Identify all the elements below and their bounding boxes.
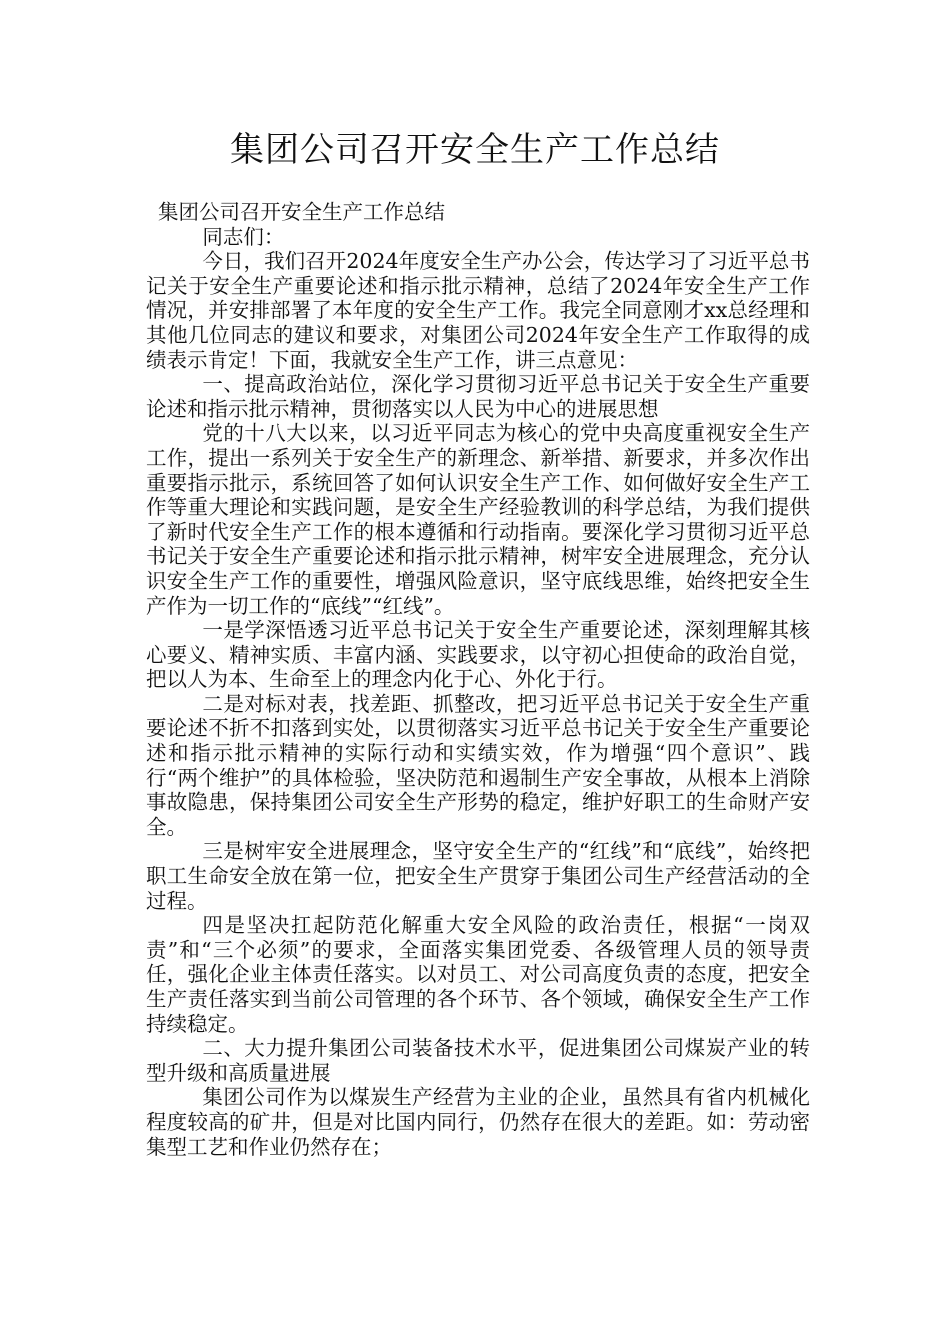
- paragraph: 三是树牢安全进展理念，坚守安全生产的“红线”和“底线”，始终把职工生命安全放在第一位，把安全生产贯穿于集团公司生产经营活动的全过程。: [146, 839, 810, 913]
- section-heading-1: 一、提高政治站位，深化学习贯彻习近平总书记关于安全生产重要论述和指示批示精神，贯彻落实以人民为中心的进展思想: [146, 372, 810, 421]
- paragraph: 二是对标对表，找差距、抓整改，把习近平总书记关于安全生产重要论述不折不扣落到实处，以贯彻落实习近平总书记关于安全生产重要论述和指示批示精神的实际行动和实绩实效，作为增强“四个意识”、践行“两个维护”的具体检验，坚决防范和遏制生产安全事故，从根本上消除事故隐患，保持集团公司安全生产形势的稳定，维护好职工的生命财产安全。: [146, 691, 810, 839]
- paragraph: 党的十八大以来，以习近平同志为核心的党中央高度重视安全生产工作，提出一系列关于安全生产的新理念、新举措、新要求，并多次作出重要指示批示，系统回答了如何认识安全生产工作、如何做好安全生产工作等重大理论和实践问题，是安全生产经验教训的科学总结，为我们提供了新时代安全生产工作的根本遵循和行动指南。要深化学习贯彻习近平总书记关于安全生产重要论述和指示批示精神，树牢安全进展理念，充分认识安全生产工作的重要性，增强风险意识，坚守底线思维，始终把安全生产作为一切工作的“底线”“红线”。: [146, 421, 810, 618]
- paragraph: 一是学深悟透习近平总书记关于安全生产重要论述，深刻理解其核心要义、精神实质、丰富内涵、实践要求，以守初心担使命的政治自觉，把以人为本、生命至上的理念内化于心、外化于行。: [146, 618, 810, 692]
- section-heading-2: 二、大力提升集团公司装备技术水平，促进集团公司煤炭产业的转型升级和高质量进展: [146, 1036, 810, 1085]
- paragraph: 集团公司作为以煤炭生产经营为主业的企业，虽然具有省内机械化程度较高的矿井，但是对比国内同行，仍然存在很大的差距。如：劳动密集型工艺和作业仍然存在；: [146, 1085, 810, 1159]
- salutation: 同志们：: [202, 224, 285, 249]
- paragraph-opening: 今日，我们召开2024年度安全生产办公会，传达学习了习近平总书记关于安全生产重要论述和指示批示精神，总结了2024年安全生产工作情况，并安排部署了本年度的安全生产工作。我完全同意刚才xx总经理和其他几位同志的建议和要求，对集团公司2024年安全生产工作取得的成绩表示肯定！下面，我就安全生产工作，讲三点意见：: [146, 249, 810, 372]
- paragraph: 四是坚决扛起防范化解重大安全风险的政治责任，根据“一岗双责”和“三个必须”的要求，全面落实集团党委、各级管理人员的领导责任，强化企业主体责任落实。以对员工、对公司高度负责的态度，把安全生产责任落实到当前公司管理的各个环节、各个领域，确保安全生产工作持续稳定。: [146, 913, 810, 1036]
- document-body: [146, 200, 810, 1159]
- document-subtitle: 集团公司召开安全生产工作总结: [158, 200, 445, 224]
- document-title: 集团公司召开安全生产工作总结: [230, 130, 720, 170]
